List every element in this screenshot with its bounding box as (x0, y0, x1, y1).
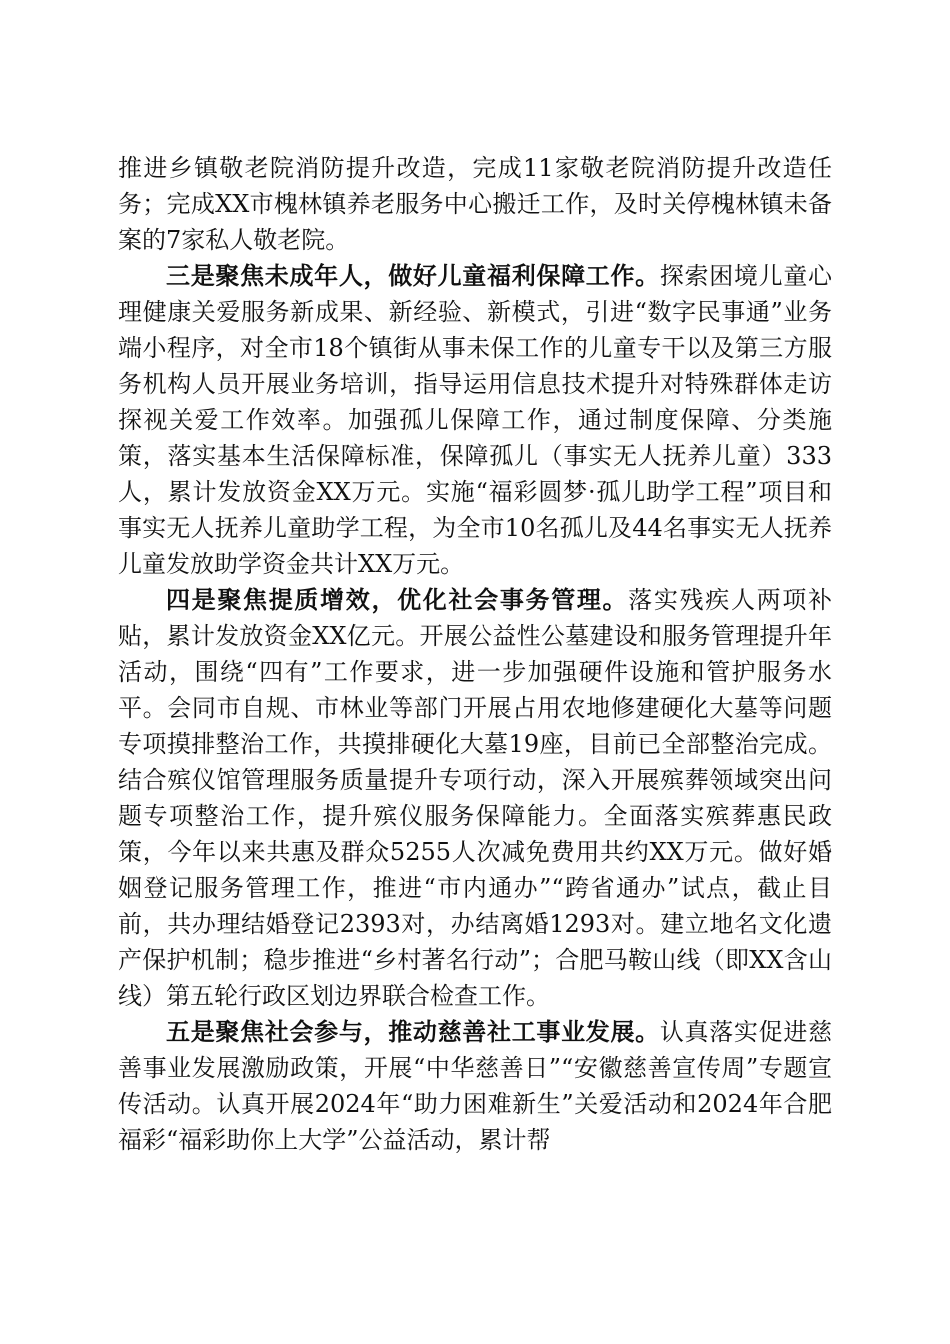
paragraph-heading: 五是聚焦社会参与，推动慈善社工事业发展。 (166, 1017, 660, 1046)
paragraph-heading: 三是聚焦未成年人，做好儿童福利保障工作。 (166, 261, 660, 290)
paragraph-body: 认真落实促进慈善事业发展激励政策，开展“中华慈善日”“安徽慈善宣传周”专题宣传活动。认真开展2024年“助力困难新生”关爱活动和2024年合肥福彩“福彩助你上大学”公益活动，累计帮 (118, 1018, 833, 1154)
paragraph-social-affairs (118, 582, 832, 1014)
paragraph-body: 探索困境儿童心理健康关爱服务新成果、新经验、新模式，引进“数字民事通”业务端小程序，对全市18个镇街从事未保工作的儿童专干以及第三方服务机构人员开展业务培训，指导运用信息技术提升对特殊群体走访探视关爱工作效率。加强孤儿保障工作，通过制度保障、分类施策，落实基本生活保障标准，保障孤儿（事实无人抚养儿童）333人，累计发放资金XX万元。实施“福彩圆梦·孤儿助学工程”项目和事实无人抚养儿童助学工程，为全市10名孤儿及44名事实无人抚养儿童发放助学资金共计XX万元。 (118, 262, 833, 578)
paragraph-body: 推进乡镇敬老院消防提升改造，完成11家敬老院消防提升改造任务；完成XX市槐林镇养老服务中心搬迁工作，及时关停槐林镇未备案的7家私人敬老院。 (118, 154, 832, 254)
paragraph-elderly-care-continued (118, 150, 832, 258)
paragraph-charity (118, 1014, 832, 1158)
document-body (118, 150, 832, 1158)
paragraph-body: 落实残疾人两项补贴，累计发放资金XX亿元。开展公益性公墓建设和服务管理提升年活动，围绕“四有”工作要求，进一步加强硬件设施和管护服务水平。会同市自规、市林业等部门开展占用农地修建硬化大墓等问题专项摸排整治工作，共摸排硬化大墓19座，目前已全部整治完成。结合殡仪馆管理服务质量提升专项行动，深入开展殡葬领域突出问题专项整治工作，提升殡仪服务保障能力。全面落实殡葬惠民政策，今年以来共惠及群众5255人次减免费用共约XX万元。做好婚姻登记服务管理工作，推进“市内通办”“跨省通办”试点，截止目前，共办理结婚登记2393对，办结离婚1293对。建立地名文化遗产保护机制；稳步推进“乡村著名行动”；合肥马鞍山线（即XX含山线）第五轮行政区划边界联合检查工作。 (118, 586, 833, 1010)
paragraph-heading: 四是聚焦提质增效，优化社会事务管理。 (166, 585, 629, 614)
paragraph-child-welfare (118, 258, 832, 582)
